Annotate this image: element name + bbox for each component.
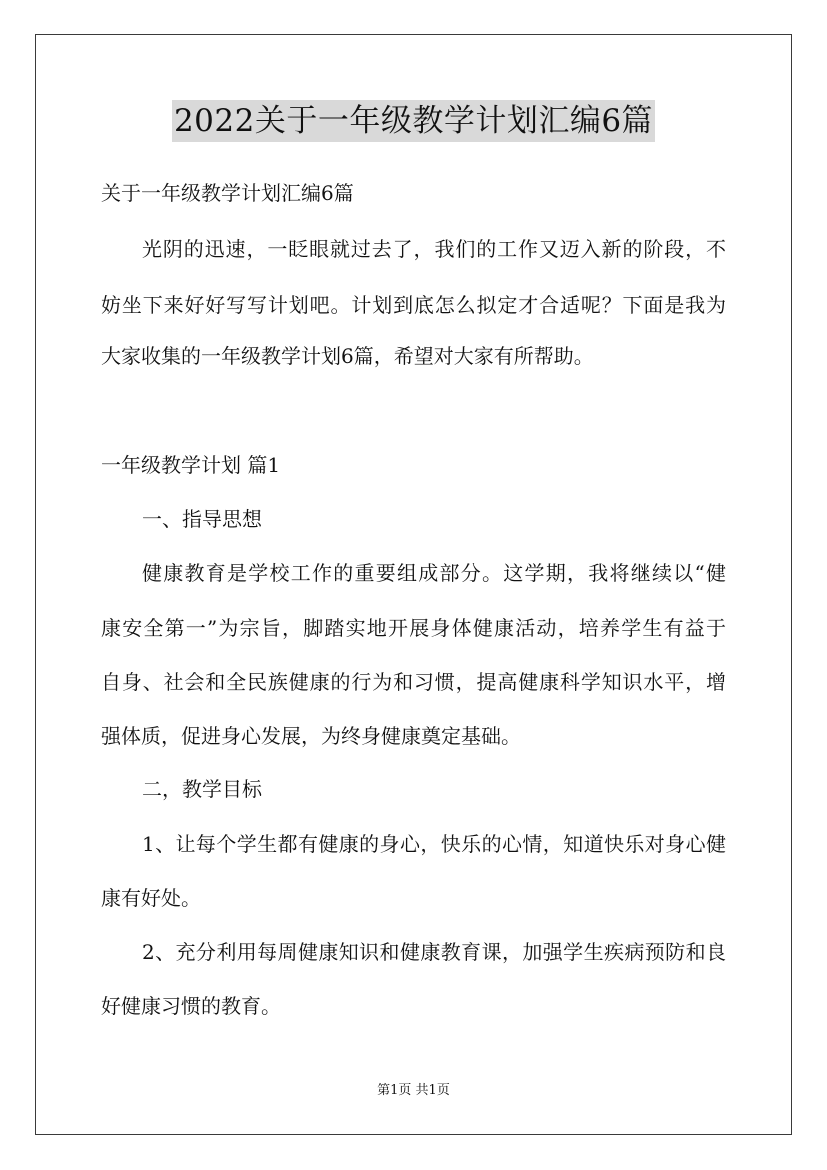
intro-line: 大家收集的一年级教学计划6篇，希望对大家有所帮助。: [101, 344, 594, 368]
heading-teaching-goals: 二，教学目标: [142, 777, 262, 801]
list-item-line: 好健康习惯的教育。: [101, 994, 281, 1018]
list-item-line: 2、充分利用每周健康知识和健康教育课，加强学生疾病预防和良: [142, 940, 726, 964]
paragraph-line: 康安全第一”为宗旨，脚踏实地开展身体健康活动，培养学生有益于: [101, 616, 726, 640]
document-title: 2022关于一年级教学计划汇编6篇: [172, 100, 655, 142]
list-item-line: 康有好处。: [101, 886, 201, 910]
intro-line: 光阴的迅速，一眨眼就过去了，我们的工作又迈入新的阶段，不: [142, 237, 726, 261]
paragraph-line: 自身、社会和全民族健康的行为和习惯，提高健康科学知识水平，增: [101, 670, 726, 694]
list-item-line: 1、让每个学生都有健康的身心，快乐的心情，知道快乐对身心健: [142, 832, 726, 856]
intro-line: 妨坐下来好好写写计划吧。计划到底怎么拟定才合适呢？下面是我为: [101, 293, 726, 317]
title-container: [0, 100, 827, 142]
document-subtitle: 关于一年级教学计划汇编6篇: [101, 181, 354, 205]
page-footer: 第1页 共1页: [377, 1083, 450, 1098]
heading-guiding-ideology: 一、指导思想: [142, 507, 262, 531]
paragraph-line: 健康教育是学校工作的重要组成部分。这学期，我将继续以“健: [142, 561, 726, 585]
section-heading: 一年级教学计划 篇1: [101, 453, 281, 477]
paragraph-line: 强体质，促进身心发展，为终身健康奠定基础。: [101, 724, 521, 748]
